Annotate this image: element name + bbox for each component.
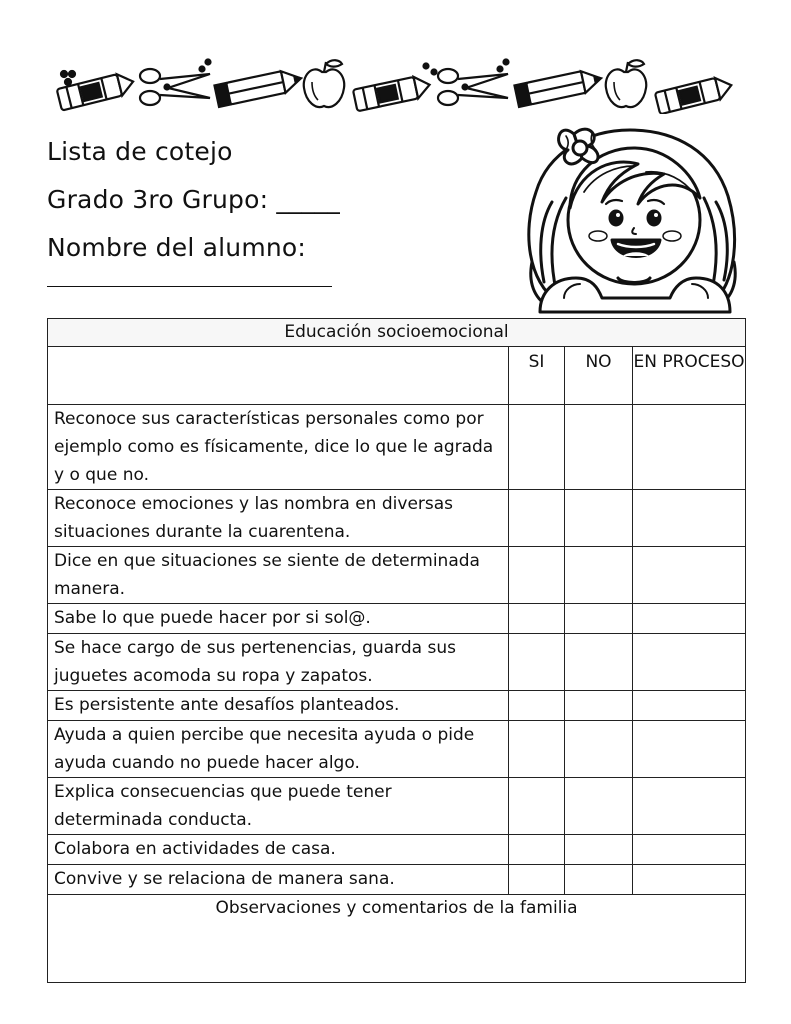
criterion-text: Reconoce emociones y las nombra en diversas situaciones durante la cuarentena.	[48, 490, 509, 547]
si-check-cell[interactable]	[509, 604, 565, 634]
criterion-text: Se hace cargo de sus pertenencias, guarda sus juguetes acomoda su ropa y zapatos.	[48, 634, 509, 691]
en-proceso-check-cell[interactable]	[633, 778, 746, 835]
crayon-icon	[57, 71, 136, 111]
scissors-icon	[140, 60, 211, 106]
si-check-cell[interactable]	[509, 547, 565, 604]
table-row	[48, 691, 746, 721]
no-check-cell[interactable]	[565, 405, 633, 490]
table-row	[48, 604, 746, 634]
grade-group-line: Grado 3ro Grupo: _____	[47, 185, 340, 214]
en-proceso-check-cell[interactable]	[633, 634, 746, 691]
no-check-cell[interactable]	[565, 721, 633, 778]
en-proceso-check-cell[interactable]	[633, 691, 746, 721]
apple-icon	[606, 60, 647, 107]
en-proceso-check-cell[interactable]	[633, 405, 746, 490]
student-name-blank	[47, 286, 332, 287]
no-check-cell[interactable]	[565, 490, 633, 547]
si-check-cell[interactable]	[509, 778, 565, 835]
criterion-text: Ayuda a quien percibe que necesita ayuda o pide ayuda cuando no puede hacer algo.	[48, 721, 509, 778]
page-title: Lista de cotejo	[47, 137, 233, 166]
criterion-text: Colabora en actividades de casa.	[48, 835, 509, 865]
table-row	[48, 634, 746, 691]
table-row	[48, 405, 746, 490]
no-check-cell[interactable]	[565, 604, 633, 634]
table-row	[48, 547, 746, 604]
crayon-icon	[655, 75, 734, 114]
si-check-cell[interactable]	[509, 721, 565, 778]
criterion-text: Es persistente ante desafíos planteados.	[48, 691, 509, 721]
no-check-cell[interactable]	[565, 634, 633, 691]
no-check-cell[interactable]	[565, 778, 633, 835]
family-observations-label: Observaciones y comentarios de la familia	[215, 898, 578, 918]
column-header-criteria	[48, 347, 509, 405]
en-proceso-check-cell[interactable]	[633, 865, 746, 895]
student-name-label: Nombre del alumno:	[47, 233, 307, 262]
si-check-cell[interactable]	[509, 634, 565, 691]
en-proceso-check-cell[interactable]	[633, 604, 746, 634]
table-row	[48, 835, 746, 865]
criterion-text: Convive y se relaciona de manera sana.	[48, 865, 509, 895]
en-proceso-check-cell[interactable]	[633, 547, 746, 604]
criterion-text: Dice en que situaciones se siente de determinada manera.	[48, 547, 509, 604]
girl-illustration	[518, 112, 748, 314]
table-row	[48, 490, 746, 547]
criterion-text: Reconoce sus características personales como por ejemplo como es físicamente, dice lo que le agrada y o que no.	[48, 405, 509, 490]
si-check-cell[interactable]	[509, 405, 565, 490]
table-row	[48, 721, 746, 778]
header-block	[47, 128, 487, 272]
pencil-icon	[514, 68, 603, 107]
checklist-table	[47, 318, 746, 983]
school-supplies-border	[50, 52, 740, 114]
criterion-text: Explica consecuencias que puede tener determinada conducta.	[48, 778, 509, 835]
apple-icon	[304, 60, 345, 107]
table-row	[48, 778, 746, 835]
si-check-cell[interactable]	[509, 835, 565, 865]
no-check-cell[interactable]	[565, 691, 633, 721]
pencil-icon	[214, 68, 303, 107]
table-title: Educación socioemocional	[48, 319, 746, 347]
en-proceso-check-cell[interactable]	[633, 490, 746, 547]
no-check-cell[interactable]	[565, 865, 633, 895]
criterion-text: Sabe lo que puede hacer por si sol@.	[48, 604, 509, 634]
family-observations-box[interactable]	[48, 895, 746, 983]
si-check-cell[interactable]	[509, 490, 565, 547]
no-check-cell[interactable]	[565, 835, 633, 865]
column-header-si: SI	[509, 347, 565, 405]
en-proceso-check-cell[interactable]	[633, 721, 746, 778]
column-header-no: NO	[565, 347, 633, 405]
en-proceso-check-cell[interactable]	[633, 835, 746, 865]
si-check-cell[interactable]	[509, 691, 565, 721]
si-check-cell[interactable]	[509, 865, 565, 895]
crayon-icon	[353, 64, 437, 112]
table-row	[48, 865, 746, 895]
scissors-icon	[438, 60, 509, 106]
no-check-cell[interactable]	[565, 547, 633, 604]
column-header-en-proceso: EN PROCESO	[633, 347, 746, 405]
